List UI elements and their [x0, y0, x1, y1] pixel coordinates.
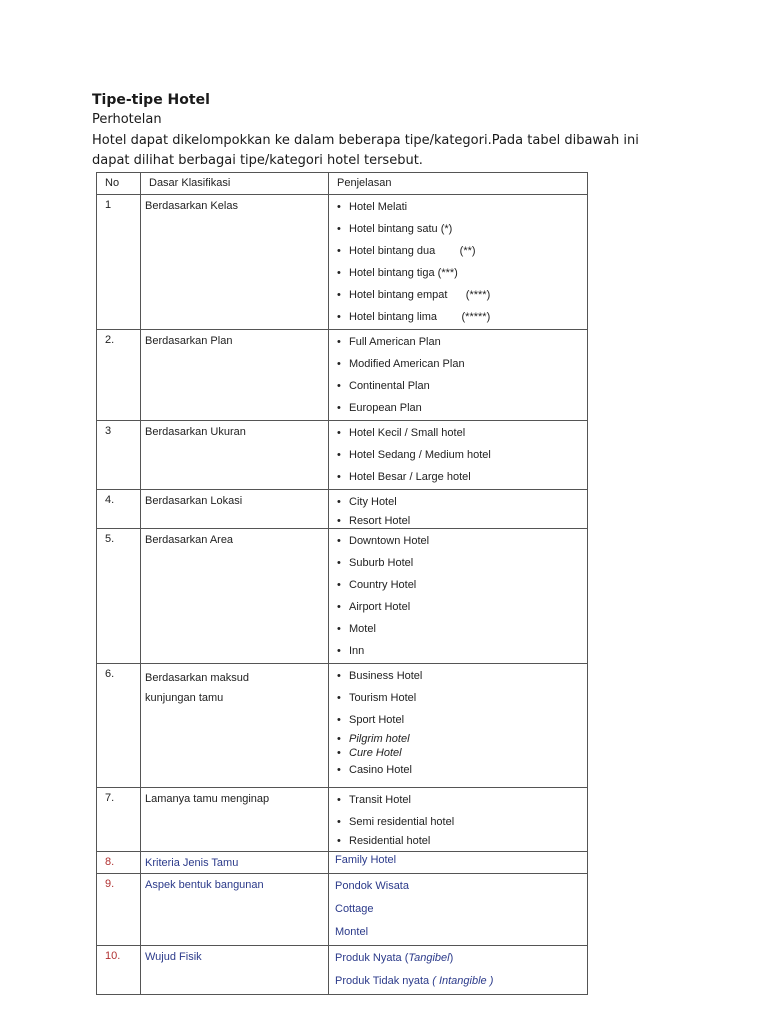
list-item: • Downtown Hotel [335, 531, 587, 553]
list-item-emphasis: Tangibel [408, 952, 450, 964]
list-item: • City Hotel [335, 492, 587, 514]
list-item: Pondok Wisata [335, 880, 409, 892]
table-row [97, 946, 588, 995]
table-row [97, 852, 588, 874]
list-item: • Hotel Kecil / Small hotel [335, 423, 587, 445]
table-row [97, 490, 588, 529]
row-number: 2. [97, 330, 141, 421]
row-number: 8. [97, 852, 141, 874]
list-item: • Sport Hotel [335, 710, 587, 732]
list-item: • Semi residential hotel [335, 812, 587, 834]
list-item: Cottage [335, 903, 374, 915]
row-number: 1 [97, 195, 141, 330]
row-number: 10. [97, 946, 141, 995]
list-item-emphasis: ( Intangible ) [432, 975, 494, 987]
list-item-text: Produk Nyata ( [335, 952, 409, 964]
table-header-row [97, 173, 588, 195]
row-classification: Aspek bentuk bangunan [141, 874, 329, 946]
row-classification [141, 664, 329, 788]
row-explanation: Family Hotel [329, 852, 588, 874]
table-row [97, 664, 588, 788]
row-number: 6. [97, 664, 141, 788]
list-item: • Airport Hotel [335, 597, 587, 619]
list-item: • Hotel Sedang / Medium hotel [335, 445, 587, 467]
hotel-classification-table [96, 172, 588, 995]
header-penjelasan: Penjelasan [329, 173, 588, 195]
list-item: • Hotel bintang tiga (***) [335, 263, 587, 285]
list-item [335, 746, 587, 760]
list-item: • Hotel bintang lima (*****) [335, 307, 587, 329]
table-row [97, 529, 588, 664]
intro-paragraph: Hotel dapat dikelompokkan ke dalam beberapa tipe/kategori.Pada tabel dibawah ini dapat dilihat berbagai tipe/kategori hotel tersebut. [92, 133, 639, 168]
list-item: • Continental Plan [335, 376, 587, 398]
list-item: • Business Hotel [335, 666, 587, 688]
row-number: 3 [97, 421, 141, 490]
header-dasar-klasifikasi: Dasar Klasifikasi [141, 173, 329, 195]
table-row [97, 330, 588, 421]
list-item-text: Produk Tidak nyata [335, 975, 433, 987]
list-item [335, 971, 587, 994]
classification-line: kunjungan tamu [145, 692, 224, 704]
table-row [97, 195, 588, 330]
row-number: 4. [97, 490, 141, 529]
row-explanation [329, 529, 588, 664]
row-number: 9. [97, 874, 141, 946]
row-classification: Wujud Fisik [141, 946, 329, 995]
row-explanation [329, 874, 588, 946]
row-explanation [329, 788, 588, 852]
list-item: • Full American Plan [335, 332, 587, 354]
row-explanation [329, 946, 588, 995]
list-item [335, 732, 587, 746]
list-item-text: Cure Hotel [349, 747, 402, 759]
list-item: • Hotel bintang dua (**) [335, 241, 587, 263]
list-item: • Modified American Plan [335, 354, 587, 376]
list-item: • Hotel Besar / Large hotel [335, 467, 587, 489]
list-item: • Casino Hotel [335, 760, 587, 782]
list-item: • Resort Hotel [335, 514, 587, 528]
row-explanation [329, 421, 588, 490]
header-no: No [97, 173, 141, 195]
row-classification: Berdasarkan Ukuran [141, 421, 329, 490]
list-item: Montel [335, 926, 369, 938]
list-item: • Transit Hotel [335, 790, 587, 812]
row-classification: Berdasarkan Kelas [141, 195, 329, 330]
list-item: • Suburb Hotel [335, 553, 587, 575]
row-explanation [329, 664, 588, 788]
list-item: • Hotel bintang empat (****) [335, 285, 587, 307]
row-explanation [329, 330, 588, 421]
list-item: • Hotel bintang satu (*) [335, 219, 587, 241]
row-explanation [329, 195, 588, 330]
row-number: 7. [97, 788, 141, 852]
list-item: • Motel [335, 619, 587, 641]
list-item: • European Plan [335, 398, 587, 420]
row-classification: Berdasarkan Area [141, 529, 329, 664]
row-classification: Berdasarkan Plan [141, 330, 329, 421]
table-row [97, 874, 588, 946]
page-title: Tipe-tipe Hotel [92, 92, 210, 108]
list-item: • Tourism Hotel [335, 688, 587, 710]
list-item-text: Pilgrim hotel [349, 733, 410, 745]
list-item: • Country Hotel [335, 575, 587, 597]
row-classification: Lamanya tamu menginap [141, 788, 329, 852]
row-explanation [329, 490, 588, 529]
row-number: 5. [97, 529, 141, 664]
table-row [97, 788, 588, 852]
list-item: • Hotel Melati [335, 197, 587, 219]
list-item [335, 948, 587, 971]
classification-line: Berdasarkan maksud [145, 672, 249, 684]
row-classification: Kriteria Jenis Tamu [141, 852, 329, 874]
row-classification: Berdasarkan Lokasi [141, 490, 329, 529]
list-item: • Inn [335, 641, 587, 663]
list-item-text: ) [449, 952, 454, 964]
page-subtitle: Perhotelan [92, 112, 162, 127]
list-item: • Residential hotel [335, 834, 587, 848]
table-row [97, 421, 588, 490]
